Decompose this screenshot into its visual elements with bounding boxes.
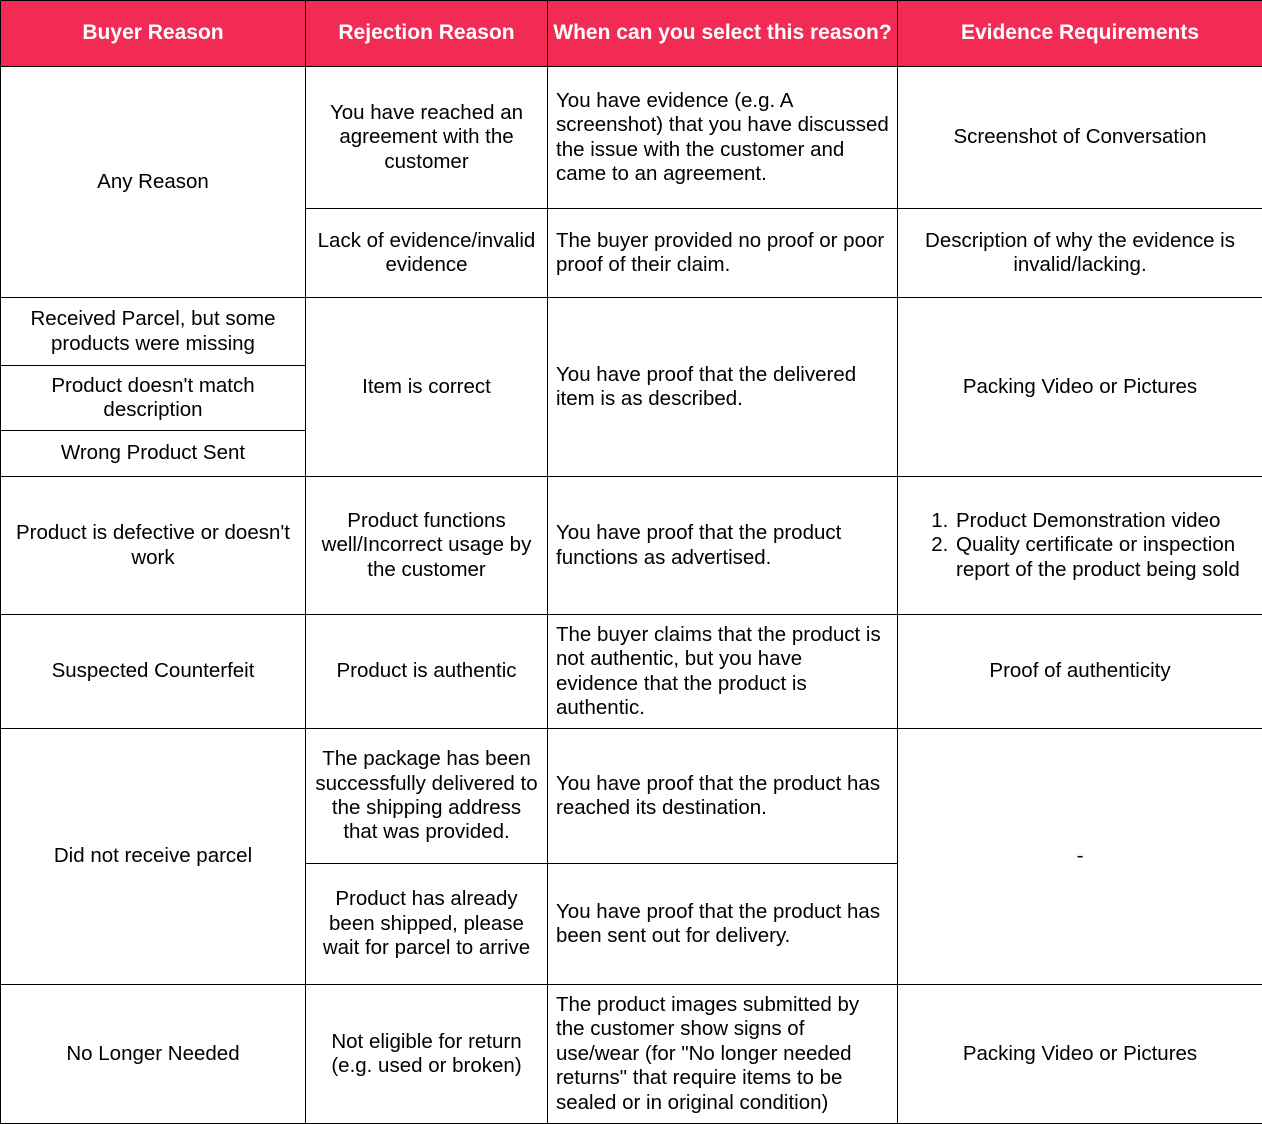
cell-evidence bbox=[898, 985, 1262, 1124]
buyer-reason-text: Any Reason bbox=[1, 164, 305, 200]
cell-when-select bbox=[548, 615, 898, 729]
cell-evidence bbox=[898, 67, 1262, 209]
cell-buyer-reason-missing-products bbox=[1, 298, 306, 366]
list-item: 1. Product Demonstration video bbox=[954, 509, 1254, 533]
evidence-ordered-list-wrapper bbox=[898, 503, 1262, 588]
rejection-reason-text: The package has been successfully delivered to the shipping address that was provided. bbox=[306, 741, 547, 851]
buyer-reason-text: Suspected Counterfeit bbox=[1, 653, 305, 689]
cell-when-select bbox=[548, 477, 898, 615]
cell-when-select bbox=[548, 298, 898, 477]
table-row bbox=[1, 67, 1262, 209]
rejection-reason-text: Product has already been shipped, please wait for parcel to arrive bbox=[306, 881, 547, 966]
when-select-text: The buyer provided no proof or poor proof of their claim. bbox=[548, 223, 897, 284]
cell-buyer-reason-any bbox=[1, 67, 306, 298]
rejection-reason-text: Product is authentic bbox=[306, 653, 547, 689]
cell-buyer-reason-not-received bbox=[1, 729, 306, 985]
cell-rejection-reason bbox=[306, 209, 548, 298]
buyer-reason-text: Did not receive parcel bbox=[1, 838, 305, 874]
rejection-reason-text: Lack of evidence/invalid evidence bbox=[306, 223, 547, 284]
column-header-rejection-reason: Rejection Reason bbox=[306, 1, 548, 67]
cell-buyer-reason-description-mismatch bbox=[1, 366, 306, 431]
cell-rejection-reason bbox=[306, 729, 548, 864]
table-body bbox=[1, 67, 1262, 1124]
buyer-reason-text: Wrong Product Sent bbox=[1, 435, 305, 471]
buyer-reason-text: Product doesn't match description bbox=[1, 368, 305, 429]
cell-rejection-reason bbox=[306, 298, 548, 477]
cell-buyer-reason-no-longer-needed bbox=[1, 985, 306, 1124]
table-row bbox=[1, 477, 1262, 615]
evidence-text: Description of why the evidence is invalid/lacking. bbox=[898, 223, 1262, 284]
buyer-reason-text: Product is defective or doesn't work bbox=[1, 515, 305, 576]
cell-rejection-reason bbox=[306, 477, 548, 615]
list-item: 2. Quality certificate or inspection report of the product being sold bbox=[954, 533, 1254, 582]
column-header-buyer-reason: Buyer Reason bbox=[1, 1, 306, 67]
evidence-ordered-list bbox=[906, 509, 1254, 582]
evidence-text: - bbox=[898, 838, 1262, 874]
when-select-text: You have proof that the product has been sent out for delivery. bbox=[548, 894, 897, 955]
buyer-reason-text: No Longer Needed bbox=[1, 1036, 305, 1072]
when-select-text: You have proof that the delivered item is as described. bbox=[548, 357, 897, 418]
table-row bbox=[1, 729, 1262, 864]
when-select-text: The product images submitted by the customer show signs of use/wear (for "No longer needed returns" that require items to be sealed or in original condition) bbox=[548, 987, 897, 1121]
cell-when-select bbox=[548, 729, 898, 864]
cell-evidence bbox=[898, 298, 1262, 477]
table-row bbox=[1, 615, 1262, 729]
cell-evidence bbox=[898, 477, 1262, 615]
rejection-reason-text: Product functions well/Incorrect usage by the customer bbox=[306, 503, 547, 588]
cell-rejection-reason bbox=[306, 615, 548, 729]
cell-rejection-reason bbox=[306, 864, 548, 985]
header-row bbox=[1, 1, 1262, 67]
cell-rejection-reason bbox=[306, 985, 548, 1124]
evidence-text: Screenshot of Conversation bbox=[898, 119, 1262, 155]
evidence-text: Proof of authenticity bbox=[898, 653, 1262, 689]
table-row bbox=[1, 985, 1262, 1124]
column-header-evidence-requirements: Evidence Requirements bbox=[898, 1, 1262, 67]
table-header bbox=[1, 1, 1262, 67]
evidence-text: Packing Video or Pictures bbox=[898, 1036, 1262, 1072]
evidence-text: Packing Video or Pictures bbox=[898, 369, 1262, 405]
table-row bbox=[1, 298, 1262, 366]
when-select-text: You have proof that the product functions as advertised. bbox=[548, 515, 897, 576]
cell-evidence bbox=[898, 615, 1262, 729]
column-header-when-can-you-select: When can you select this reason? bbox=[548, 1, 898, 67]
cell-when-select bbox=[548, 864, 898, 985]
when-select-text: The buyer claims that the product is not authentic, but you have evidence that the product is authentic. bbox=[548, 617, 897, 727]
cell-when-select bbox=[548, 209, 898, 298]
when-select-text: You have evidence (e.g. A screenshot) that you have discussed the issue with the customer and came to an agreement. bbox=[548, 83, 897, 193]
cell-when-select bbox=[548, 67, 898, 209]
rejection-reason-text: Not eligible for return (e.g. used or broken) bbox=[306, 1024, 547, 1085]
cell-when-select bbox=[548, 985, 898, 1124]
cell-evidence bbox=[898, 729, 1262, 985]
rejection-reason-text: Item is correct bbox=[306, 369, 547, 405]
cell-rejection-reason bbox=[306, 67, 548, 209]
when-select-text: You have proof that the product has reached its destination. bbox=[548, 766, 897, 827]
cell-buyer-reason-counterfeit bbox=[1, 615, 306, 729]
rejection-reason-text: You have reached an agreement with the customer bbox=[306, 95, 547, 180]
buyer-reason-text: Received Parcel, but some products were missing bbox=[1, 301, 305, 362]
cell-buyer-reason-defective bbox=[1, 477, 306, 615]
cell-evidence bbox=[898, 209, 1262, 298]
cell-buyer-reason-wrong-product bbox=[1, 431, 306, 477]
